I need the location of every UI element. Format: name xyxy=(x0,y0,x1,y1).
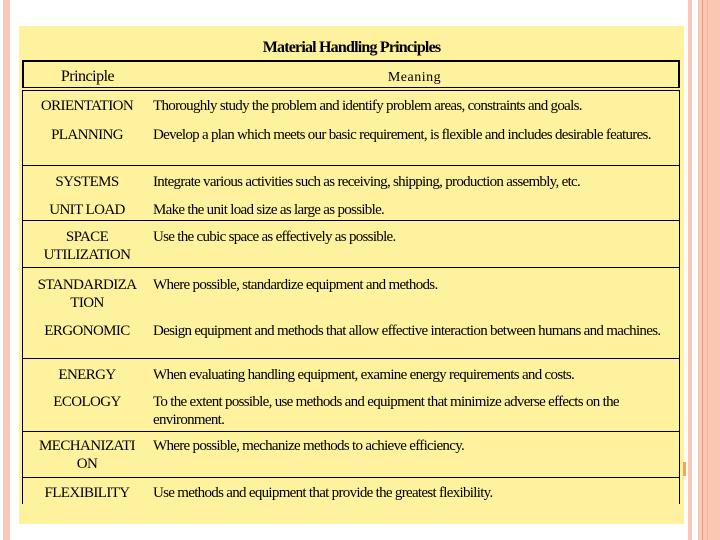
meaning-cell: To the extent possible, use methods and equipment that minimize adverse effects on the environment. xyxy=(153,394,619,428)
meaning-cell: Integrate various activities such as receiving, shipping, production assembly, etc. xyxy=(153,174,581,190)
meaning-cell: Thoroughly study the problem and identify problem areas, constraints and goals. xyxy=(153,98,582,114)
principle-cell: ECOLOGY xyxy=(53,394,121,410)
principle-cell xyxy=(23,276,151,312)
meaning-cell: Use methods and equipment that provide the greatest flexibility. xyxy=(153,485,493,501)
meaning-cell: When evaluating handling equipment, examine energy requirements and costs. xyxy=(153,367,575,383)
table-row xyxy=(23,220,679,268)
table-row-group xyxy=(23,358,679,432)
header-meaning: Meaning xyxy=(387,70,442,85)
table-body xyxy=(22,91,680,504)
principle-cell: PLANNING xyxy=(51,127,123,143)
principle-cell: FLEXIBILITY xyxy=(44,485,130,501)
principle-line: STANDARDIZA xyxy=(37,277,137,293)
principle-line: MECHANIZATI xyxy=(39,438,135,454)
principle-cell xyxy=(23,437,151,473)
slide-nav-marker xyxy=(683,462,686,476)
table-row-group xyxy=(23,267,679,359)
meaning-cell: Design equipment and methods that allow effective interaction between humans and machines. xyxy=(153,323,661,339)
principle-line: ON xyxy=(76,456,98,472)
principle-line: TION xyxy=(70,295,104,311)
meaning-cell: Use the cubic space as effectively as possible. xyxy=(153,229,396,245)
principle-cell: UNIT LOAD xyxy=(49,202,125,218)
meaning-cell: Make the unit load size as large as possible. xyxy=(153,202,385,218)
table-row-group xyxy=(23,165,679,221)
slide-content xyxy=(19,26,684,524)
right-accent-line xyxy=(702,0,703,540)
table-row xyxy=(23,477,679,504)
right-accent-stripe xyxy=(688,0,692,540)
meaning-cell: Where possible, standardize equipment and methods. xyxy=(153,277,438,293)
principle-cell: ENERGY xyxy=(58,367,116,383)
meaning-cell: Develop a plan which meets our basic requirement, is flexible and includes desirable features. xyxy=(153,127,651,143)
right-accent-line xyxy=(707,0,708,540)
principle-cell: ERGONOMIC xyxy=(44,323,130,339)
table-header xyxy=(22,60,680,88)
meaning-cell: Where possible, mechanize methods to achieve efficiency. xyxy=(153,438,465,454)
left-accent-bar xyxy=(3,0,10,540)
table-row-group xyxy=(23,91,679,166)
principle-cell: SYSTEMS xyxy=(55,174,119,190)
table-row xyxy=(23,431,679,478)
principle-cell: ORIENTATION xyxy=(40,98,134,114)
principle-cell: SPACE UTILIZATION xyxy=(43,229,131,263)
slide-title: Material Handling Principles xyxy=(262,39,441,56)
header-principle: Principle xyxy=(60,68,115,85)
